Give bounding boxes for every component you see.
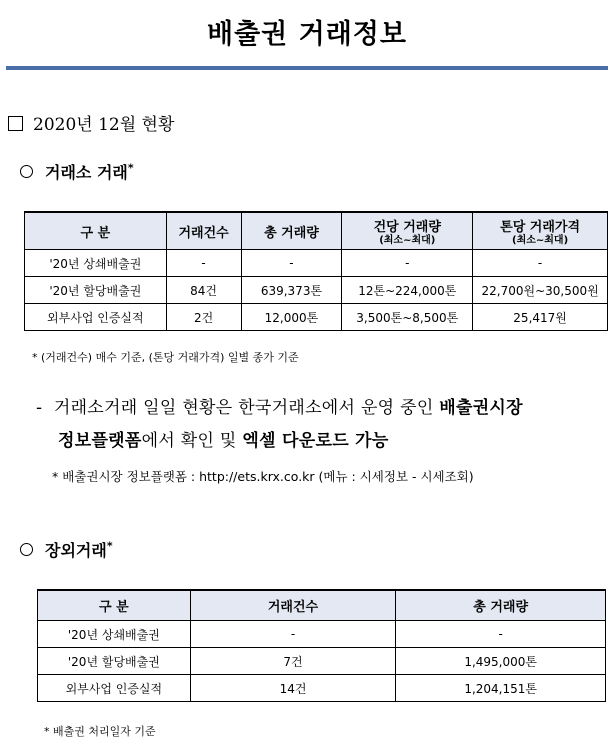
- paragraph-text-1: 거래소거래 일일 현황은 한국거래소에서 운영 중인: [53, 398, 434, 418]
- title-rule: [6, 66, 608, 70]
- table-row: [38, 621, 606, 648]
- table-row: [38, 675, 606, 702]
- cell-category: '20년 상쇄배출권: [38, 621, 191, 648]
- table-header-row: [38, 590, 606, 621]
- cell-count: 7건: [190, 648, 396, 675]
- exchange-heading-text: 거래소 거래: [45, 163, 128, 182]
- header-category: 구 분: [38, 590, 191, 621]
- cell-price: 25,417원: [473, 304, 608, 331]
- header-category: 구 분: [25, 212, 167, 250]
- header-count: 거래건수: [166, 212, 241, 250]
- table-row: [25, 250, 608, 277]
- header-per-trade-label: 건당 거래량: [373, 219, 441, 235]
- cell-count: 84건: [166, 277, 241, 304]
- cell-count: 2건: [166, 304, 241, 331]
- cell-per-trade: 12톤~224,000톤: [342, 277, 473, 304]
- cell-price: -: [473, 250, 608, 277]
- cell-per-trade: -: [342, 250, 473, 277]
- exchange-heading: [20, 160, 134, 183]
- section-heading-text: 2020년 12월 현황: [33, 115, 175, 135]
- section-heading: [8, 110, 174, 135]
- cell-category: 외부사업 인증실적: [25, 304, 167, 331]
- header-price-label: 톤당 거래가격: [500, 219, 581, 235]
- header-price-sub: (최소~최대): [512, 234, 569, 246]
- header-count: 거래건수: [190, 590, 396, 621]
- header-volume: 총 거래량: [396, 590, 606, 621]
- cell-count: -: [190, 621, 396, 648]
- paragraph-dash: -: [36, 398, 43, 418]
- cell-per-trade: 3,500톤~8,500톤: [342, 304, 473, 331]
- paragraph-text-2: 에서 확인 및: [141, 431, 237, 451]
- table-row: [25, 277, 608, 304]
- exchange-table: [24, 211, 608, 331]
- cell-volume: 639,373톤: [241, 277, 342, 304]
- cell-category: '20년 할당배출권: [38, 648, 191, 675]
- cell-category: '20년 상쇄배출권: [25, 250, 167, 277]
- otc-heading-star: *: [106, 539, 113, 553]
- cell-category: 외부사업 인증실적: [38, 675, 191, 702]
- otc-table: [37, 589, 606, 702]
- square-bullet-icon: [8, 116, 23, 131]
- header-per-trade: [342, 212, 473, 250]
- paragraph-bold-3: 엑셀 다운로드 가능: [242, 431, 389, 451]
- header-per-trade-sub: (최소~최대): [379, 234, 436, 246]
- table-row: [38, 648, 606, 675]
- table-header-row: [25, 212, 608, 250]
- cell-price: 22,700원~30,500원: [473, 277, 608, 304]
- paragraph-bold-2: 정보플랫폼: [58, 431, 142, 451]
- circle-bullet-icon: [20, 165, 33, 178]
- header-volume: 총 거래량: [241, 212, 342, 250]
- paragraph-bold-1: 배출권시장: [439, 398, 523, 418]
- cell-volume: 1,495,000톤: [396, 648, 606, 675]
- cell-volume: -: [241, 250, 342, 277]
- cell-count: 14건: [190, 675, 396, 702]
- cell-volume: 1,204,151톤: [396, 675, 606, 702]
- exchange-note: * (거래건수) 매수 기준, (톤당 거래가격) 일별 종가 기준: [32, 351, 299, 364]
- page-title: 배출권 거래정보: [207, 19, 407, 50]
- info-paragraph: [36, 392, 610, 458]
- header-price: [473, 212, 608, 250]
- otc-heading-text: 장외거래: [45, 541, 107, 560]
- cell-volume: -: [396, 621, 606, 648]
- table-row: [25, 304, 608, 331]
- otc-note: * 배출권 처리일자 기준: [44, 725, 156, 738]
- exchange-heading-star: *: [127, 161, 134, 175]
- cell-count: -: [166, 250, 241, 277]
- cell-volume: 12,000톤: [241, 304, 342, 331]
- otc-heading: [20, 538, 113, 561]
- platform-note: * 배출권시장 정보플랫폼 : http://ets.krx.co.kr (메뉴 : 시세정보 - 시세조회): [52, 469, 474, 484]
- circle-bullet-icon: [20, 543, 33, 556]
- cell-category: '20년 할당배출권: [25, 277, 167, 304]
